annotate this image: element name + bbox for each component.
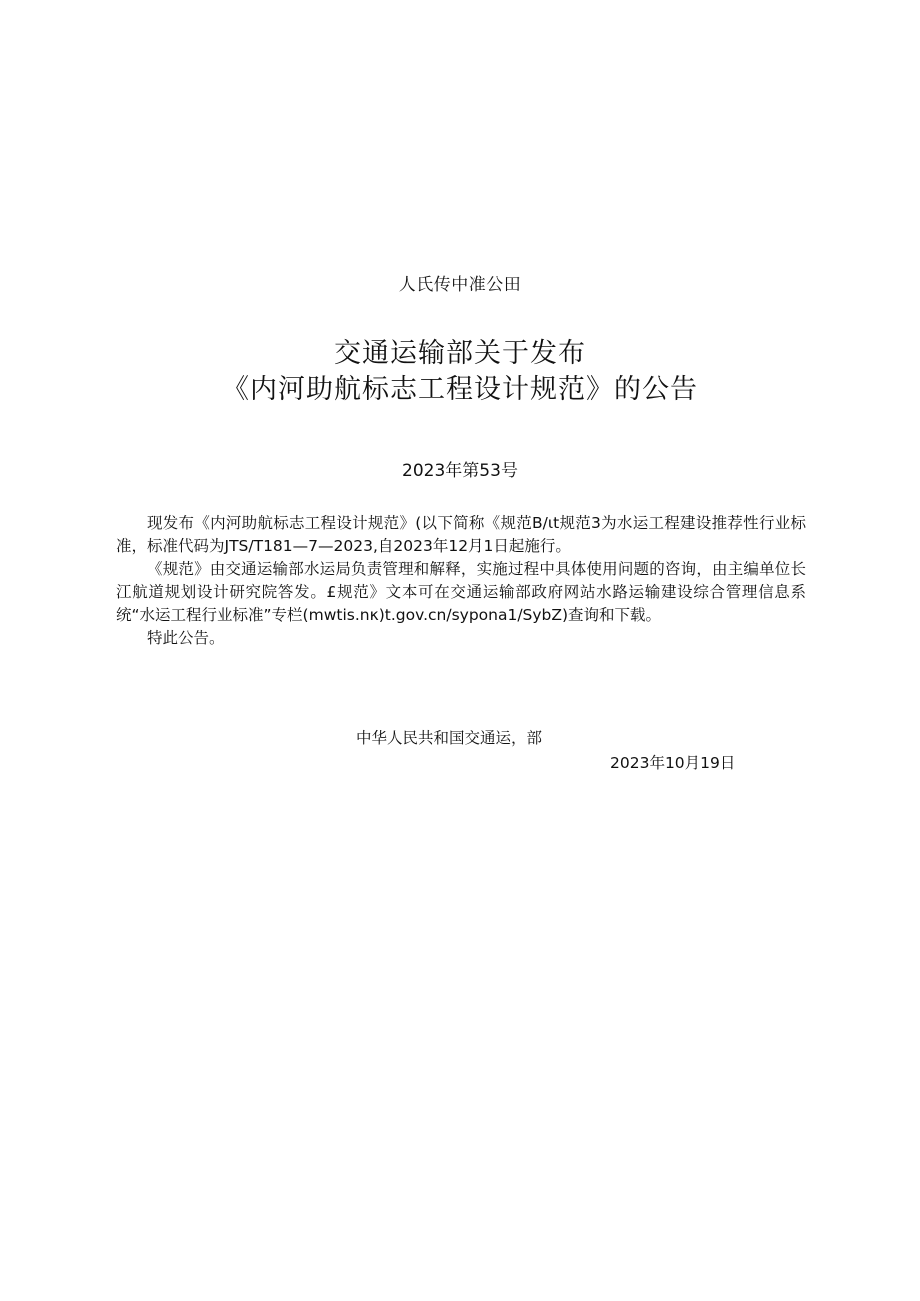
body-paragraph-3: 特此公告。 <box>147 629 225 647</box>
document-number: 2023年第53号 <box>402 461 518 481</box>
title-line-2: 《内河助航标志工程设计规范》的公告 <box>222 374 698 405</box>
issuer-header: 人氏传中准公田 <box>398 275 522 295</box>
signature-date: 2023年10月19日 <box>610 754 736 772</box>
body-paragraph-1: 现发布《内河助航标志工程设计规范》(以下简称《规范B/ιt规范3为水运工程建设推荐性行业标准，标准代码为JTS/T181—7—2023,自2023年12月1日起施行。 <box>116 514 806 555</box>
signature-organization: 中华人民共和国交通运，部 <box>356 729 543 747</box>
announcement-title <box>0 336 920 408</box>
title-line-1: 交通运输部关于发布 <box>334 338 586 369</box>
body-paragraph-2: 《规范》由交通运输部水运局负责管理和解释，实施过程中具体使用问题的咨询，由主编单位长江航道规划设计研究院答发。£规范》文本可在交通运输部政府网站水路运输建设综合管理信息系统“水运工程行业标准”专栏(mwtis.nκ)t.gov.cn∕sypona1∕SybZ)查询和下载。 <box>116 560 806 624</box>
announcement-body <box>116 512 806 650</box>
